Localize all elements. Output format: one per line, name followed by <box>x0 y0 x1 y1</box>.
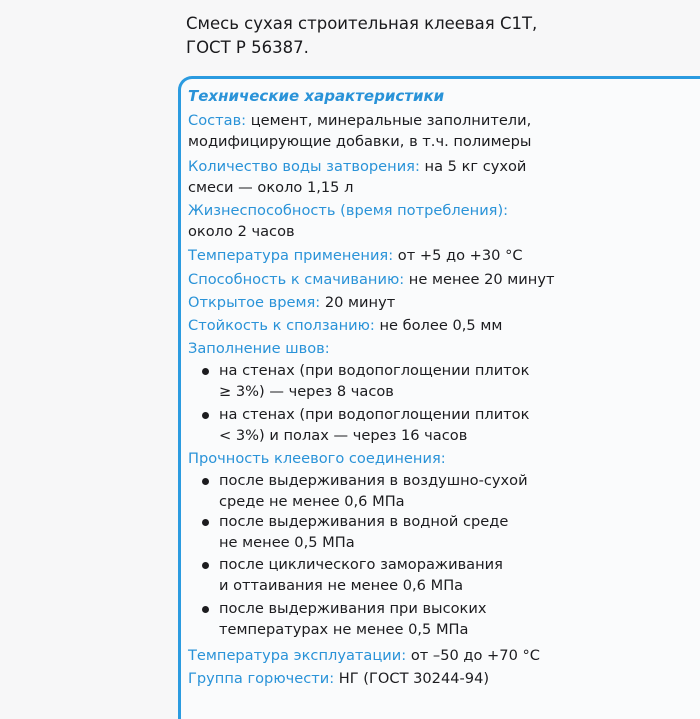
slip-resistance-label: Стойкость к сползанию: <box>188 317 375 334</box>
wettability-label: Способность к смачиванию: <box>188 271 405 288</box>
service-temp-value: от –50 до +70 °С <box>406 647 540 664</box>
bond-item-3-line-1: после циклического замораживания <box>219 556 503 573</box>
slip-resistance-value: не более 0,5 мм <box>374 317 503 334</box>
flammability-row <box>188 668 489 689</box>
bond-item-2-line-2: не менее 0,5 МПа <box>219 534 355 551</box>
bond-item-4-line-2: температурах не менее 0,5 МПа <box>219 621 469 638</box>
product-title-line-1: Смесь сухая строительная клеевая С1Т, <box>186 14 538 33</box>
application-temp-label: Температура применения: <box>188 247 394 264</box>
specs-title: Технические характеристики <box>188 87 445 105</box>
water-row <box>188 156 526 177</box>
pot-life-label: Жизнеспособность (время потребления): <box>188 202 509 219</box>
grouting-item-2-line-1: на стенах (при водопоглощении плиток <box>219 406 530 423</box>
bond-strength-label: Прочность клеевого соединения: <box>188 450 446 467</box>
bullet-icon <box>202 478 209 485</box>
application-temp-row <box>188 245 523 266</box>
bond-item-2-line-1: после выдерживания в водной среде <box>219 513 509 530</box>
bond-item-1-line-2: среде не менее 0,6 МПа <box>219 493 405 510</box>
slip-resistance-row <box>188 315 502 336</box>
bond-item-1-line-1: после выдерживания в воздушно-сухой <box>219 472 528 489</box>
composition-label: Состав: <box>188 112 247 129</box>
application-temp-value: от +5 до +30 °С <box>393 247 523 264</box>
open-time-label: Открытое время: <box>188 294 321 311</box>
grouting-label: Заполнение швов: <box>188 340 330 357</box>
service-temp-row <box>188 645 540 666</box>
bullet-icon <box>202 519 209 526</box>
product-title-line-2: ГОСТ Р 56387. <box>186 38 309 57</box>
composition-row <box>188 110 531 131</box>
water-value-2: смеси — около 1,15 л <box>188 179 354 196</box>
open-time-value: 20 минут <box>320 294 396 311</box>
wettability-value: не менее 20 минут <box>404 271 555 288</box>
bullet-icon <box>202 368 209 375</box>
composition-value-2: модифицирующие добавки, в т.ч. полимеры <box>188 133 532 150</box>
flammability-value: НГ (ГОСТ 30244-94) <box>334 670 490 687</box>
pot-life-value: около 2 часов <box>188 223 295 240</box>
service-temp-label: Температура эксплуатации: <box>188 647 407 664</box>
bullet-icon <box>202 562 209 569</box>
composition-value-1: цемент, минеральные заполнители, <box>246 112 532 129</box>
grouting-item-1-line-2: ≥ 3%) — через 8 часов <box>219 383 394 400</box>
bullet-icon <box>202 606 209 613</box>
bullet-icon <box>202 412 209 419</box>
water-value-1: на 5 кг сухой <box>419 158 527 175</box>
flammability-label: Группа горючести: <box>188 670 335 687</box>
grouting-item-1-line-1: на стенах (при водопоглощении плиток <box>219 362 530 379</box>
open-time-row <box>188 292 395 313</box>
water-label: Количество воды затворения: <box>188 158 420 175</box>
grouting-item-2-line-2: < 3%) и полах — через 16 часов <box>219 427 468 444</box>
bond-item-4-line-1: после выдерживания при высоких <box>219 600 487 617</box>
wettability-row <box>188 269 554 290</box>
bond-item-3-line-2: и оттаивания не менее 0,6 МПа <box>219 577 464 594</box>
product-header <box>186 12 537 60</box>
